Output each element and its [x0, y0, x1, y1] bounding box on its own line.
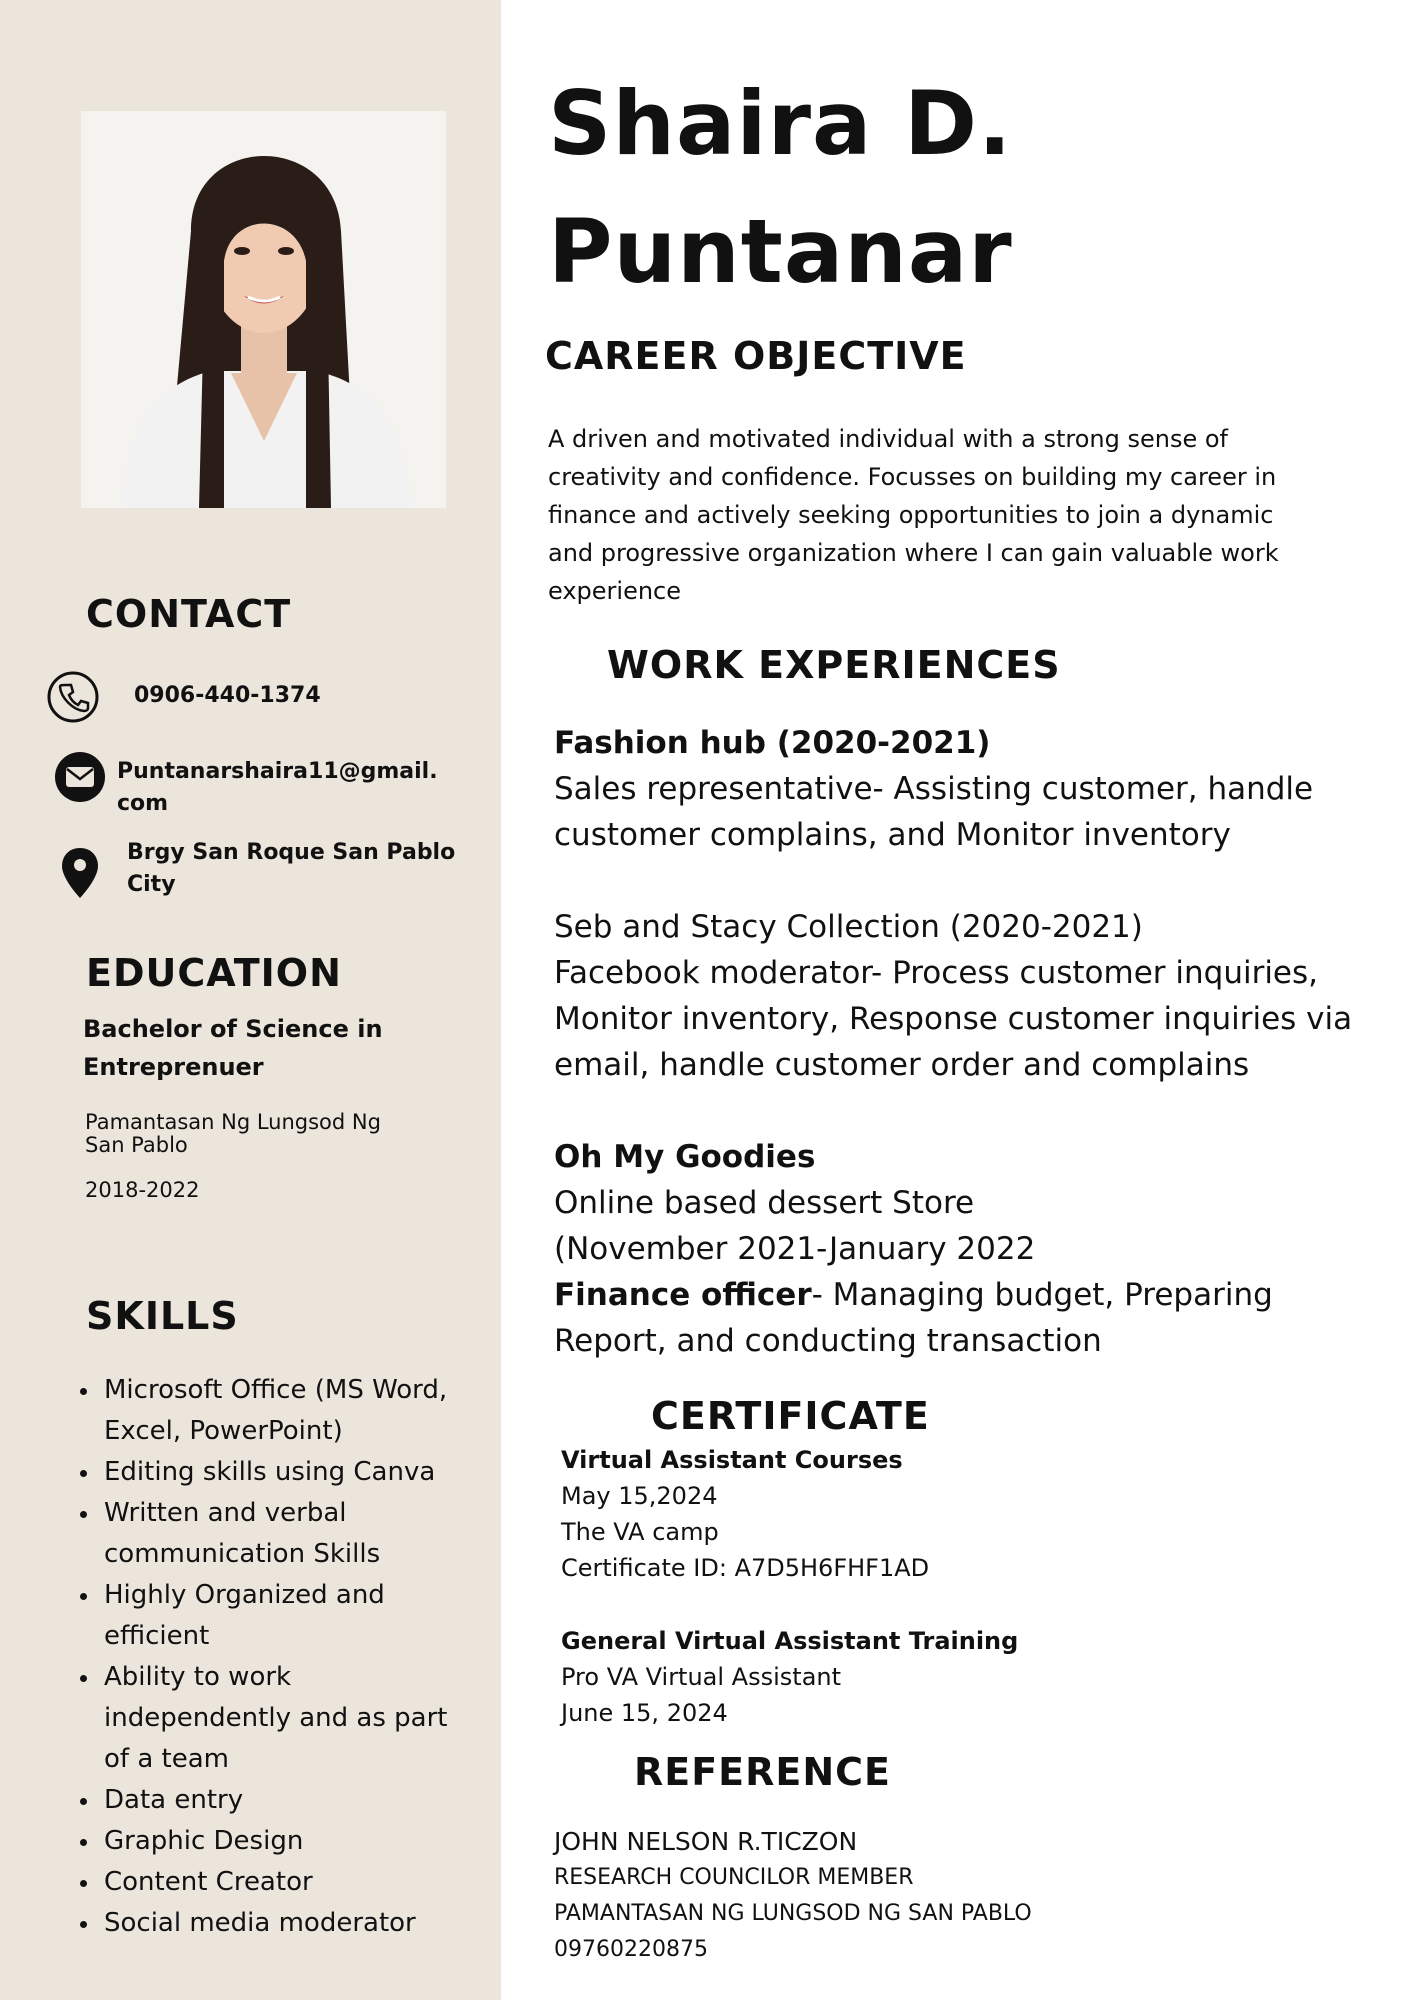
name-line1: Shaira D.	[548, 72, 1013, 175]
skill-item: Ability to work independently and as part of a team	[104, 1657, 474, 1780]
skill-item: Written and verbal communication Skills	[104, 1493, 474, 1575]
contact-address-line1: Brgy San Roque San Pablo	[127, 840, 456, 865]
contact-email	[117, 756, 438, 820]
skill-item: Graphic Design	[104, 1821, 474, 1862]
certificate-id: Certificate ID: A7D5H6FHF1AD	[561, 1554, 930, 1582]
certificate-provider: The VA camp	[561, 1518, 719, 1546]
job-description: Facebook moderator- Process customer inquiries, Monitor inventory, Response customer inquiries via email, handle customer order and complains	[554, 955, 1353, 1083]
certificate-date: May 15,2024	[561, 1482, 718, 1510]
job-title: Fashion hub (2020-2021)	[554, 725, 991, 761]
certificate-item	[561, 1623, 1261, 1731]
contact-address	[127, 837, 455, 901]
reference-heading: REFERENCE	[634, 1750, 892, 1794]
contact-email-line1: Puntanarshaira11@gmail.	[117, 759, 438, 784]
full-name	[548, 60, 1013, 316]
work-experience-list	[554, 720, 1354, 1364]
education-degree-line2: Entreprenuer	[83, 1053, 264, 1081]
skills-heading: SKILLS	[86, 1294, 239, 1338]
job-description: Sales representative- Assisting customer, handle customer complains, and Monitor inventory	[554, 771, 1314, 853]
certificate-heading: CERTIFICATE	[651, 1394, 930, 1438]
reference-block	[554, 1824, 1354, 1968]
name-line2: Puntanar	[548, 200, 1013, 303]
envelope-icon	[53, 750, 107, 804]
certificate-title: Virtual Assistant Courses	[561, 1446, 903, 1474]
reference-phone: 09760220875	[554, 1937, 708, 1962]
skill-item: Highly Organized and efficient	[104, 1575, 474, 1657]
objective-text: A driven and motivated individual with a strong sense of creativity and confidence. Focusses on building my career in finance and actively seeking opportunities to join a dynamic and progressive organization where I can gain valuable work experience	[548, 425, 1279, 605]
work-heading: WORK EXPERIENCES	[607, 643, 1061, 687]
certificate-provider: Pro VA Virtual Assistant	[561, 1663, 842, 1691]
job-title: Oh My Goodies	[554, 1139, 816, 1175]
education-school	[85, 1111, 425, 1157]
objective-heading: CAREER OBJECTIVE	[545, 334, 967, 378]
education-years: 2018-2022	[85, 1178, 200, 1202]
education-school-line1: Pamantasan Ng Lungsod Ng	[85, 1110, 381, 1134]
skill-item: Content Creator	[104, 1862, 474, 1903]
reference-name: JOHN NELSON R.TICZON	[554, 1827, 858, 1856]
education-school-line2: San Pablo	[85, 1133, 188, 1157]
job-role: Finance officer	[554, 1277, 812, 1313]
location-pin-icon	[60, 846, 100, 900]
reference-institution: PAMANTASAN NG LUNGSOD NG SAN PABLO	[554, 1901, 1032, 1926]
certificate-date: June 15, 2024	[561, 1699, 728, 1727]
profile-photo	[81, 111, 446, 508]
contact-phone: 0906-440-1374	[134, 683, 321, 708]
contact-email-line2: com	[117, 791, 169, 816]
contact-address-line2: City	[127, 872, 176, 897]
job-title: Seb and Stacy Collection (2020-2021)	[554, 909, 1143, 945]
education-degree	[83, 1010, 423, 1086]
skills-list	[104, 1370, 474, 1944]
skill-item: Data entry	[104, 1780, 474, 1821]
reference-position: RESEARCH COUNCILOR MEMBER	[554, 1865, 914, 1890]
job-dates: (November 2021-January 2022	[554, 1231, 1036, 1267]
contact-heading: CONTACT	[86, 592, 292, 636]
skill-item: Editing skills using Canva	[104, 1452, 474, 1493]
education-heading: EDUCATION	[86, 951, 342, 995]
certificate-title: General Virtual Assistant Training	[561, 1627, 1019, 1655]
skill-item: Microsoft Office (MS Word, Excel, PowerPoint)	[104, 1370, 474, 1452]
education-degree-line1: Bachelor of Science in	[83, 1015, 383, 1043]
job-description: - Managing budget, Preparing Report, and conducting transaction	[554, 1277, 1273, 1359]
skill-item: Social media moderator	[104, 1903, 474, 1944]
sidebar	[0, 0, 501, 2000]
job-subtitle: Online based dessert Store	[554, 1185, 975, 1221]
certificate-item	[561, 1442, 1261, 1586]
phone-icon	[46, 670, 100, 724]
